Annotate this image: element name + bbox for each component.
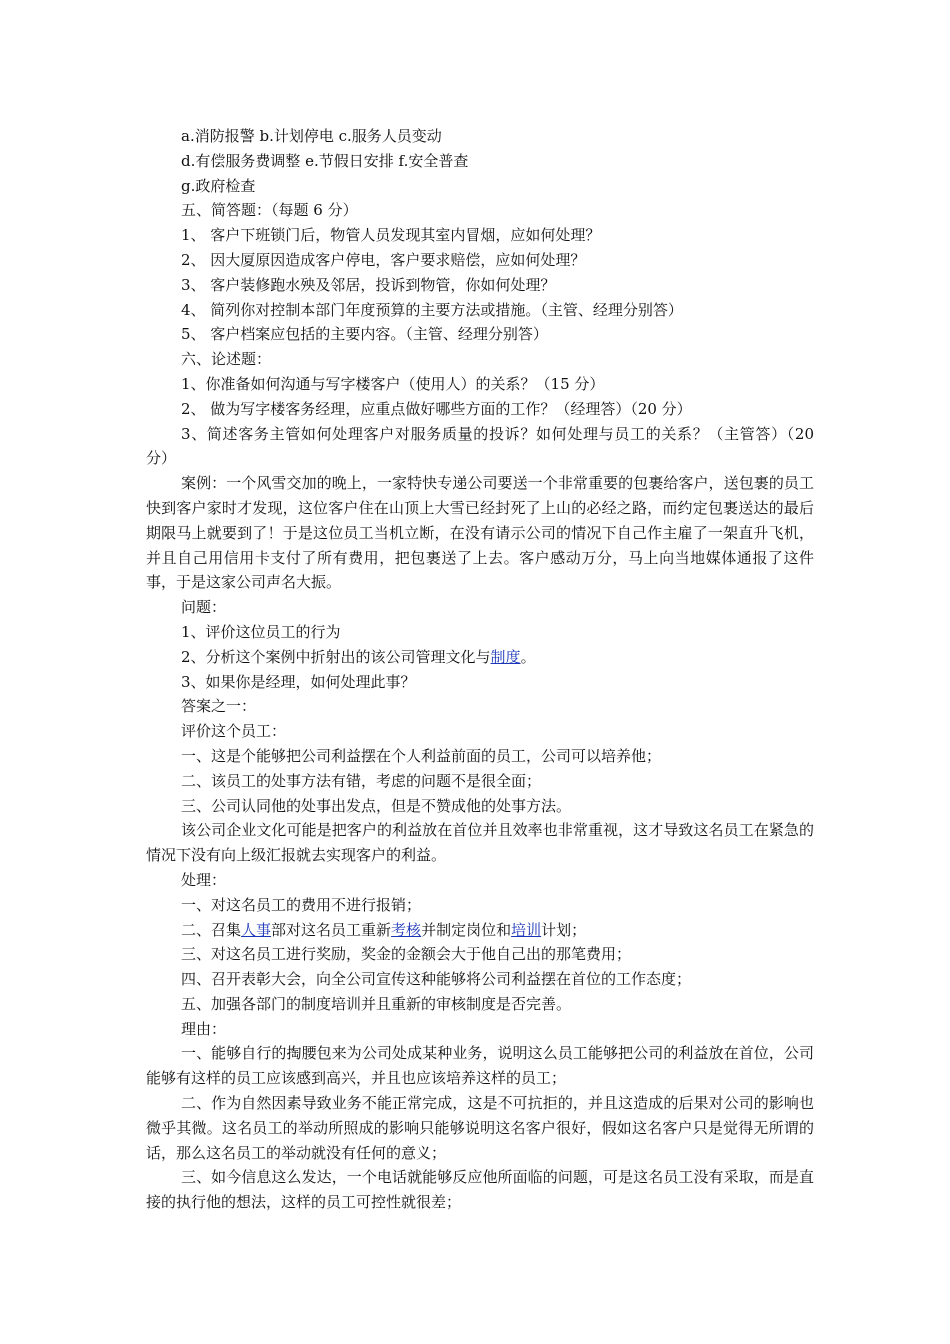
answer-item: 三、公司认同他的处事出发点，但是不赞成他的处事方法。	[181, 796, 572, 815]
option-line-2: d.有偿服务费调整 e.节假日安排 f.安全普查	[181, 151, 469, 170]
case-paragraph: 案例：一个风雪交加的晚上，一家特快专递公司要送一个非常重要的包裹给客户，送包裹的员工快到客户家时才发现，这位客户住在山顶上大雪已经封死了上山的必经之路，而约定包裹送达的最后期限马上就要到了！于是这位员工当机立断，在没有请示公司的情况下自己作主雇了一架直升飞机，并且自己用信用卡支付了所有费用，把包裹送了上去。客户感动万分，马上向当地媒体通报了这件事，于是这家公司声名大振。	[146, 474, 814, 592]
answer-item: 二、该员工的处事方法有错，考虑的问题不是很全面；	[181, 771, 542, 790]
handling-item: 三、对这名员工进行奖励，奖金的金额会大于他自己出的那笔费用；	[181, 945, 632, 964]
link-peixun[interactable]: 培训	[511, 920, 542, 939]
section-heading-short-answer: 五、简答题：（每题 6 分）	[181, 201, 358, 220]
question-item: 3、 客户装修跑水殃及邻居，投诉到物管，你如何处理？	[181, 275, 556, 294]
handling-item: 五、加强各部门的制度培训并且重新的审核制度是否完善。	[181, 994, 572, 1013]
document-body	[146, 124, 814, 1215]
text-span: 2、分析这个案例中折射出的该公司管理文化与	[181, 647, 491, 666]
handling-item	[146, 918, 814, 943]
reason-item: 三、如今信息这么发达，一个电话就能够反应他所面临的问题，可是这名员工没有采取，而是直接的执行他的想法，这样的员工可控性就很差；	[146, 1168, 814, 1212]
handling-heading: 处理：	[181, 870, 227, 889]
option-line-3: g.政府检查	[181, 176, 256, 195]
question-item: 2、 因大厦原因造成客户停电，客户要求赔偿，应如何处理？	[181, 250, 586, 269]
handling-item: 四、召开表彰大会，向全公司宣传这种能够将公司利益摆在首位的工作态度；	[181, 970, 692, 989]
link-kaohe[interactable]: 考核	[391, 920, 422, 939]
link-zhidu[interactable]: 制度	[490, 647, 521, 666]
answer-item: 一、这是个能够把公司利益摆在个人利益前面的员工，公司可以培养他；	[181, 746, 662, 765]
option-line-1: a.消防报警 b.计划停电 c.服务人员变动	[181, 127, 442, 145]
question-item: 4、 简列你对控制本部门年度预算的主要方法或措施。（主管、经理分别答）	[181, 300, 683, 319]
question-item: 1、评价这位员工的行为	[181, 622, 341, 641]
text-span: 计划；	[541, 920, 587, 939]
text-span: 。	[520, 647, 536, 666]
text-span: 并制定岗位和	[421, 920, 512, 939]
question-item: 3、如果你是经理，如何处理此事？	[181, 672, 416, 691]
culture-paragraph: 该公司企业文化可能是把客户的利益放在首位并且效率也非常重视，这才导致这名员工在紧急的情况下没有向上级汇报就去实现客户的利益。	[146, 821, 814, 865]
question-item: 1、你准备如何沟通与写字楼客户（使用人）的关系？（15 分）	[181, 374, 605, 393]
handling-item: 一、对这名员工的费用不进行报销；	[181, 895, 422, 914]
question-item: 3、简述客务主管如何处理客户对服务质量的投诉？如何处理与员工的关系？（主管答）（20 分）	[146, 424, 814, 468]
text-span: 二、召集	[181, 920, 242, 939]
text-span: 部对这名员工重新	[271, 920, 392, 939]
question-item: 2、 做为写字楼客务经理，应重点做好哪些方面的工作？（经理答）（20 分）	[181, 399, 692, 418]
link-renshi[interactable]: 人事	[241, 920, 272, 939]
questions-heading: 问题：	[181, 598, 227, 617]
reasons-heading: 理由：	[181, 1019, 227, 1038]
reason-item: 二、作为自然因素导致业务不能正常完成，这是不可抗拒的，并且这造成的后果对公司的影响也微乎其微。这名员工的举动所照成的影响只能够说明这名客户很好，假如这名客户只是觉得无所谓的话，那么这名员工的举动就没有任何的意义；	[146, 1094, 814, 1162]
reason-item: 一、能够自行的掏腰包来为公司处成某种业务，说明这么员工能够把公司的利益放在首位，公司能够有这样的员工应该感到高兴，并且也应该培养这样的员工；	[146, 1044, 814, 1088]
answer-heading: 答案之一：	[181, 697, 257, 716]
question-item	[146, 645, 814, 670]
question-item: 5、 客户档案应包括的主要内容。（主管、经理分别答）	[181, 325, 548, 344]
question-item: 1、 客户下班锁门后，物管人员发现其室内冒烟，应如何处理？	[181, 226, 601, 245]
evaluation-heading: 评价这个员工：	[181, 722, 287, 741]
section-heading-essay: 六、论述题：	[181, 350, 272, 369]
